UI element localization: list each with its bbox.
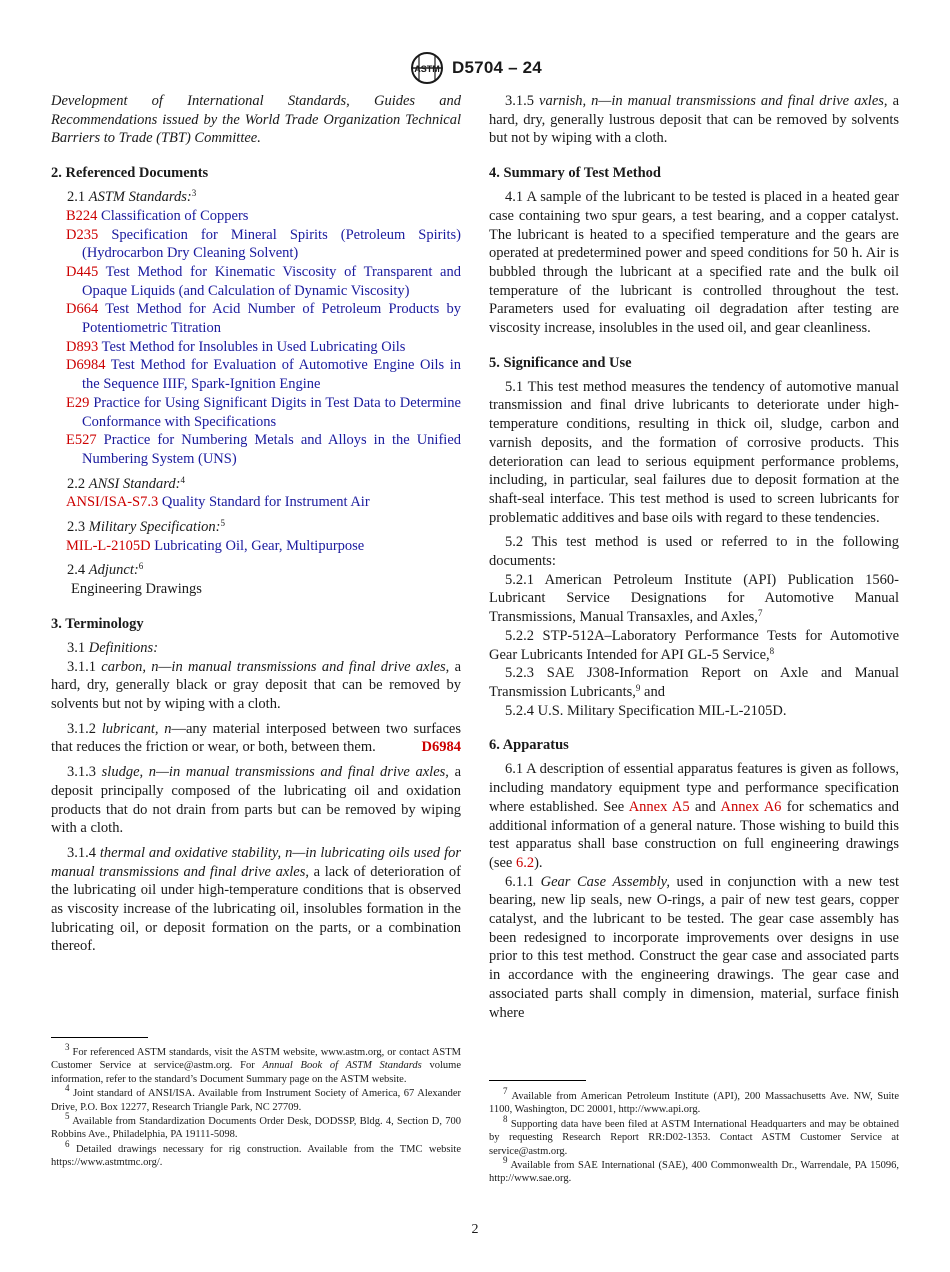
reference-item[interactable]	[66, 431, 462, 468]
footnote-text: Detailed drawings necessary for rig construction. Available from the TMC website https://www.astmtmc.org/.	[51, 1143, 462, 1169]
subsection-3-1: 3.1 Definitions:	[67, 639, 159, 656]
subsection-2-3: 2.3 Military Specification:$^5$	[67, 518, 225, 536]
reference-code[interactable]: B224	[66, 207, 98, 224]
footnote-number: 6	[65, 1138, 70, 1149]
footnote	[51, 1111, 461, 1142]
paragraph-4-1: 4.1 A sample of the lubricant to be tested is placed in a heated gear case containing two spur gears, a test bearing, and a copper catalyst. The lubricant is heated to a specified temperature and the gears are operated at predetermined power and speed conditions for 50 h. Air is bubbled through the lubricant at a specified rate and the bulk oil temperature of the lubricant is controlled throughout the test. Parameters used for evaluating oil degradation after testing are viscosity increase, insolubles in the used oil, and gear cleanliness.	[489, 189, 899, 337]
paragraph-5-2-3: 5.2.3 SAE J308-Information Report on Axle and Manual Transmission Lubricants,$^9$ and	[489, 665, 899, 700]
reference-code[interactable]: MIL-L-2105D	[66, 537, 151, 554]
definition-3-1-4: 3.1.4 thermal and oxidative stability, n—in lubricating oils used for manual transmissions and final drive axles, a lack of deterioration of the lubricating oil under high-temperature conditions that is observed as viscosity increase of the lubricating oil, insolubles formation in the lubricating oil, or deposit formation on the parts, or a combination thereof.	[51, 844, 461, 955]
page-header	[0, 50, 950, 86]
paragraph-6-1-1: 6.1.1 Gear Case Assembly, used in conjunction with a new test bearing, new lip seals, new O-rings, a pair of new test gears, copper catalyst, and the lubricant to be tested. The gear case assembly has been redesigned to incorporate improvements over designs in use prior to this test method. Construct the gear case and associated parts in accordance with the engineering drawings. The gear case and associated parts shall comply in dimension, material, surface finish where	[489, 873, 899, 1021]
footnote-number: 4	[65, 1083, 70, 1094]
reference-code[interactable]: E527	[66, 432, 97, 449]
reference-item[interactable]	[66, 394, 461, 431]
footnote-text: Joint standard of ANSI/ISA. Available from Instrument Society of America, 67 Alexander Drive, P.O. Box 12277, Research Triangle Park, NC 27709.	[51, 1088, 461, 1113]
ansi-reference[interactable]	[66, 493, 461, 512]
paragraph-5-2: 5.2 This test method is used or referred to in the following documents:	[489, 534, 899, 570]
reference-code[interactable]: E29	[66, 394, 90, 411]
reference-item[interactable]	[66, 263, 461, 300]
intro-paragraph: Development of International Standards, Guides and Recommendations issued by the World Trade Organization Technical Barriers to Trade (TBT) Committee.	[51, 93, 461, 147]
footnotes-left	[51, 1042, 462, 1171]
paragraph-5-2-2: 5.2.2 STP-512A–Laboratory Performance Tests for Automotive Gear Lubricants Intended for API GL-5 Service,$^8$	[489, 627, 899, 663]
subsection-2-4: 2.4 Adjunct:$^6$	[67, 561, 144, 579]
logo-text: ASTM	[414, 64, 440, 74]
reference-code[interactable]: D6984	[66, 357, 106, 374]
annex-a6-link[interactable]: Annex A6	[720, 798, 782, 815]
footnote-number: 5	[65, 1111, 70, 1122]
section-6-heading: 6. Apparatus	[489, 737, 569, 754]
subsection-2-1: 2.1 ASTM Standards:$^3$	[67, 188, 197, 206]
footnote-number: 8	[503, 1113, 508, 1124]
footnotes-right	[489, 1086, 900, 1187]
right-column	[489, 92, 899, 1022]
footnote-rule-left	[51, 1037, 148, 1038]
reference-title[interactable]: Lubricating Oil, Gear, Multipurpose	[154, 537, 365, 554]
reference-item[interactable]	[66, 356, 461, 393]
paragraph-5-2-1: 5.2.1 American Petroleum Institute (API) Publication 1560-Lubricant Service Designations for Automotive Manual Transmissions, Manual Transaxles, and Axles,$^7$	[489, 571, 899, 626]
footnote-text: For referenced ASTM standards, visit the ASTM website, www.astm.org, or contact ASTM Customer Service at service@astm.org. For	[51, 1047, 461, 1072]
annex-a5-link[interactable]: Annex A5	[628, 798, 690, 815]
footnote-text: Available from SAE International (SAE), 400 Commonwealth Dr., Warrendale, PA 15096, http://www.sae.org.	[489, 1160, 899, 1185]
reference-code[interactable]: D235	[66, 226, 99, 243]
paragraph-6-1: 6.1 A description of essential apparatus features is given as follows, including mandatory equipment type and performance specification where established. See Annex A5 and Annex A6 for schematics and additional information of a general nature. Those wishing to build this test apparatus shall base construction on full engineering drawings (see 6.2).	[489, 761, 899, 871]
section-6-2-link[interactable]: 6.2	[515, 854, 535, 871]
reference-item[interactable]	[66, 338, 461, 357]
footnote-text: Available from Standardization Documents Order Desk, DODSSP, Bldg. 4, Section D, 700 Robbins Ave., Philadelphia, PA 19111-5098.	[51, 1116, 461, 1141]
reference-code[interactable]: D664	[66, 301, 99, 318]
footnote-number: 9	[503, 1155, 508, 1166]
footnote-text: Available from American Petroleum Institute (API), 200 Massachusetts Ave. NW, Suite 1100, Washington, DC 20001, http://www.api.org.	[489, 1091, 900, 1116]
definition-3-1-2: 3.1.2 lubricant, n—any material interposed between two surfaces that reduces the friction or wear, or both, between them. D6984	[51, 720, 461, 756]
footnote-text: volume information, refer to the standard’s Document Summary page on the ASTM website.	[51, 1060, 461, 1085]
footnote-number: 7	[503, 1086, 508, 1096]
definition-3-1-3: 3.1.3 sludge, n—in manual transmissions and final drive axles, a deposit principally composed of the lubricating oil and oxidation products that do not drain from parts but can be removed by wiping with a cloth.	[51, 764, 462, 837]
section-4-heading: 4. Summary of Test Method	[489, 165, 661, 182]
reference-title[interactable]: Test Method for Acid Number of Petroleum Products by Potentiometric Titration	[82, 301, 462, 337]
reference-title[interactable]: Quality Standard for Instrument Air	[161, 494, 370, 511]
astm-logo	[408, 51, 446, 85]
reference-title[interactable]: Test Method for Kinematic Viscosity of Transparent and Opaque Liquids (and Calculation of Dynamic Viscosity)	[82, 263, 461, 299]
section-2-heading: 2. Referenced Documents	[51, 165, 209, 182]
footnote-text-italic: Annual Book of ASTM Standards	[262, 1060, 422, 1072]
adjunct-text: Engineering Drawings	[71, 581, 202, 598]
left-column	[51, 92, 461, 956]
footnote-number: 3	[65, 1042, 70, 1052]
standard-designation: D5704 – 24	[452, 58, 542, 77]
reference-item[interactable]	[66, 300, 462, 337]
section-3-heading: 3. Terminology	[51, 615, 144, 632]
reference-title[interactable]: Practice for Numbering Metals and Alloys in the Unified Numbering System (UNS)	[82, 432, 462, 467]
footnote	[51, 1138, 462, 1170]
reference-code[interactable]: ANSI/ISA-S7.3	[66, 494, 159, 511]
paragraph-5-2-4: 5.2.4 U.S. Military Specification MIL-L-2105D.	[505, 702, 787, 719]
footnote-text: Supporting data have been filed at ASTM International Headquarters and may be obtained by requesting Research Report RR:D02-1353. Contact ASTM Customer Service at service@astm.org.	[489, 1118, 899, 1157]
reference-title[interactable]: Test Method for Insolubles in Used Lubricating Oils	[101, 338, 406, 355]
reference-item[interactable]	[66, 226, 461, 263]
footnote	[489, 1113, 899, 1158]
definition-3-1-5: 3.1.5 varnish, n—in manual transmissions and final drive axles, a hard, dry, generally lustrous deposit that can be removed by solvents but not by wiping with a cloth.	[489, 93, 900, 147]
footnote	[489, 1155, 899, 1186]
reference-title[interactable]: Practice for Using Significant Digits in Test Data to Determine Conformance with Specifications	[82, 394, 461, 430]
astm-reference-list	[51, 207, 461, 469]
reference-title[interactable]: Test Method for Evaluation of Automotive Engine Oils in the Sequence IIIF, Spark-Ignition Engine	[82, 357, 461, 393]
reference-code[interactable]: D445	[66, 263, 99, 280]
footnote	[51, 1042, 461, 1086]
definition-3-1-1: 3.1.1 carbon, n—in manual transmissions and final drive axles, a hard, dry, generally black or gray deposit that can be removed by solvents but not by wiping with a cloth.	[51, 658, 462, 712]
section-5-heading: 5. Significance and Use	[489, 354, 632, 371]
footnote	[51, 1083, 461, 1114]
footnote	[489, 1086, 900, 1117]
subsection-2-2: 2.2 ANSI Standard:$^4$	[67, 474, 185, 492]
reference-item[interactable]	[66, 207, 461, 226]
reference-code[interactable]: D893	[66, 338, 99, 355]
paragraph-5-1: 5.1 This test method measures the tendency of automotive manual transmission and final drive lubricants to deteriorate under high-temperature conditions, resulting in thick oil, sludge, carbon and varnish deposits, and the formation of corrosive products. This deterioration can lead to serious equipment performance problems, including, in particular, seal failures due to deposit formation at the shaft-seal interface. This test method is used to screen lubricants for problematic additives and base oils with regard to these tendencies.	[489, 378, 899, 526]
definition-source-link[interactable]: D6984	[421, 739, 461, 756]
page-number: 2	[471, 1222, 479, 1237]
reference-title[interactable]: Specification for Mineral Spirits (Petroleum Spirits) (Hydrocarbon Dry Cleaning Solvent)	[82, 226, 461, 262]
mil-reference[interactable]	[66, 537, 461, 556]
footnote-rule-right	[489, 1080, 586, 1081]
reference-title[interactable]: Classification of Coppers	[101, 207, 249, 224]
